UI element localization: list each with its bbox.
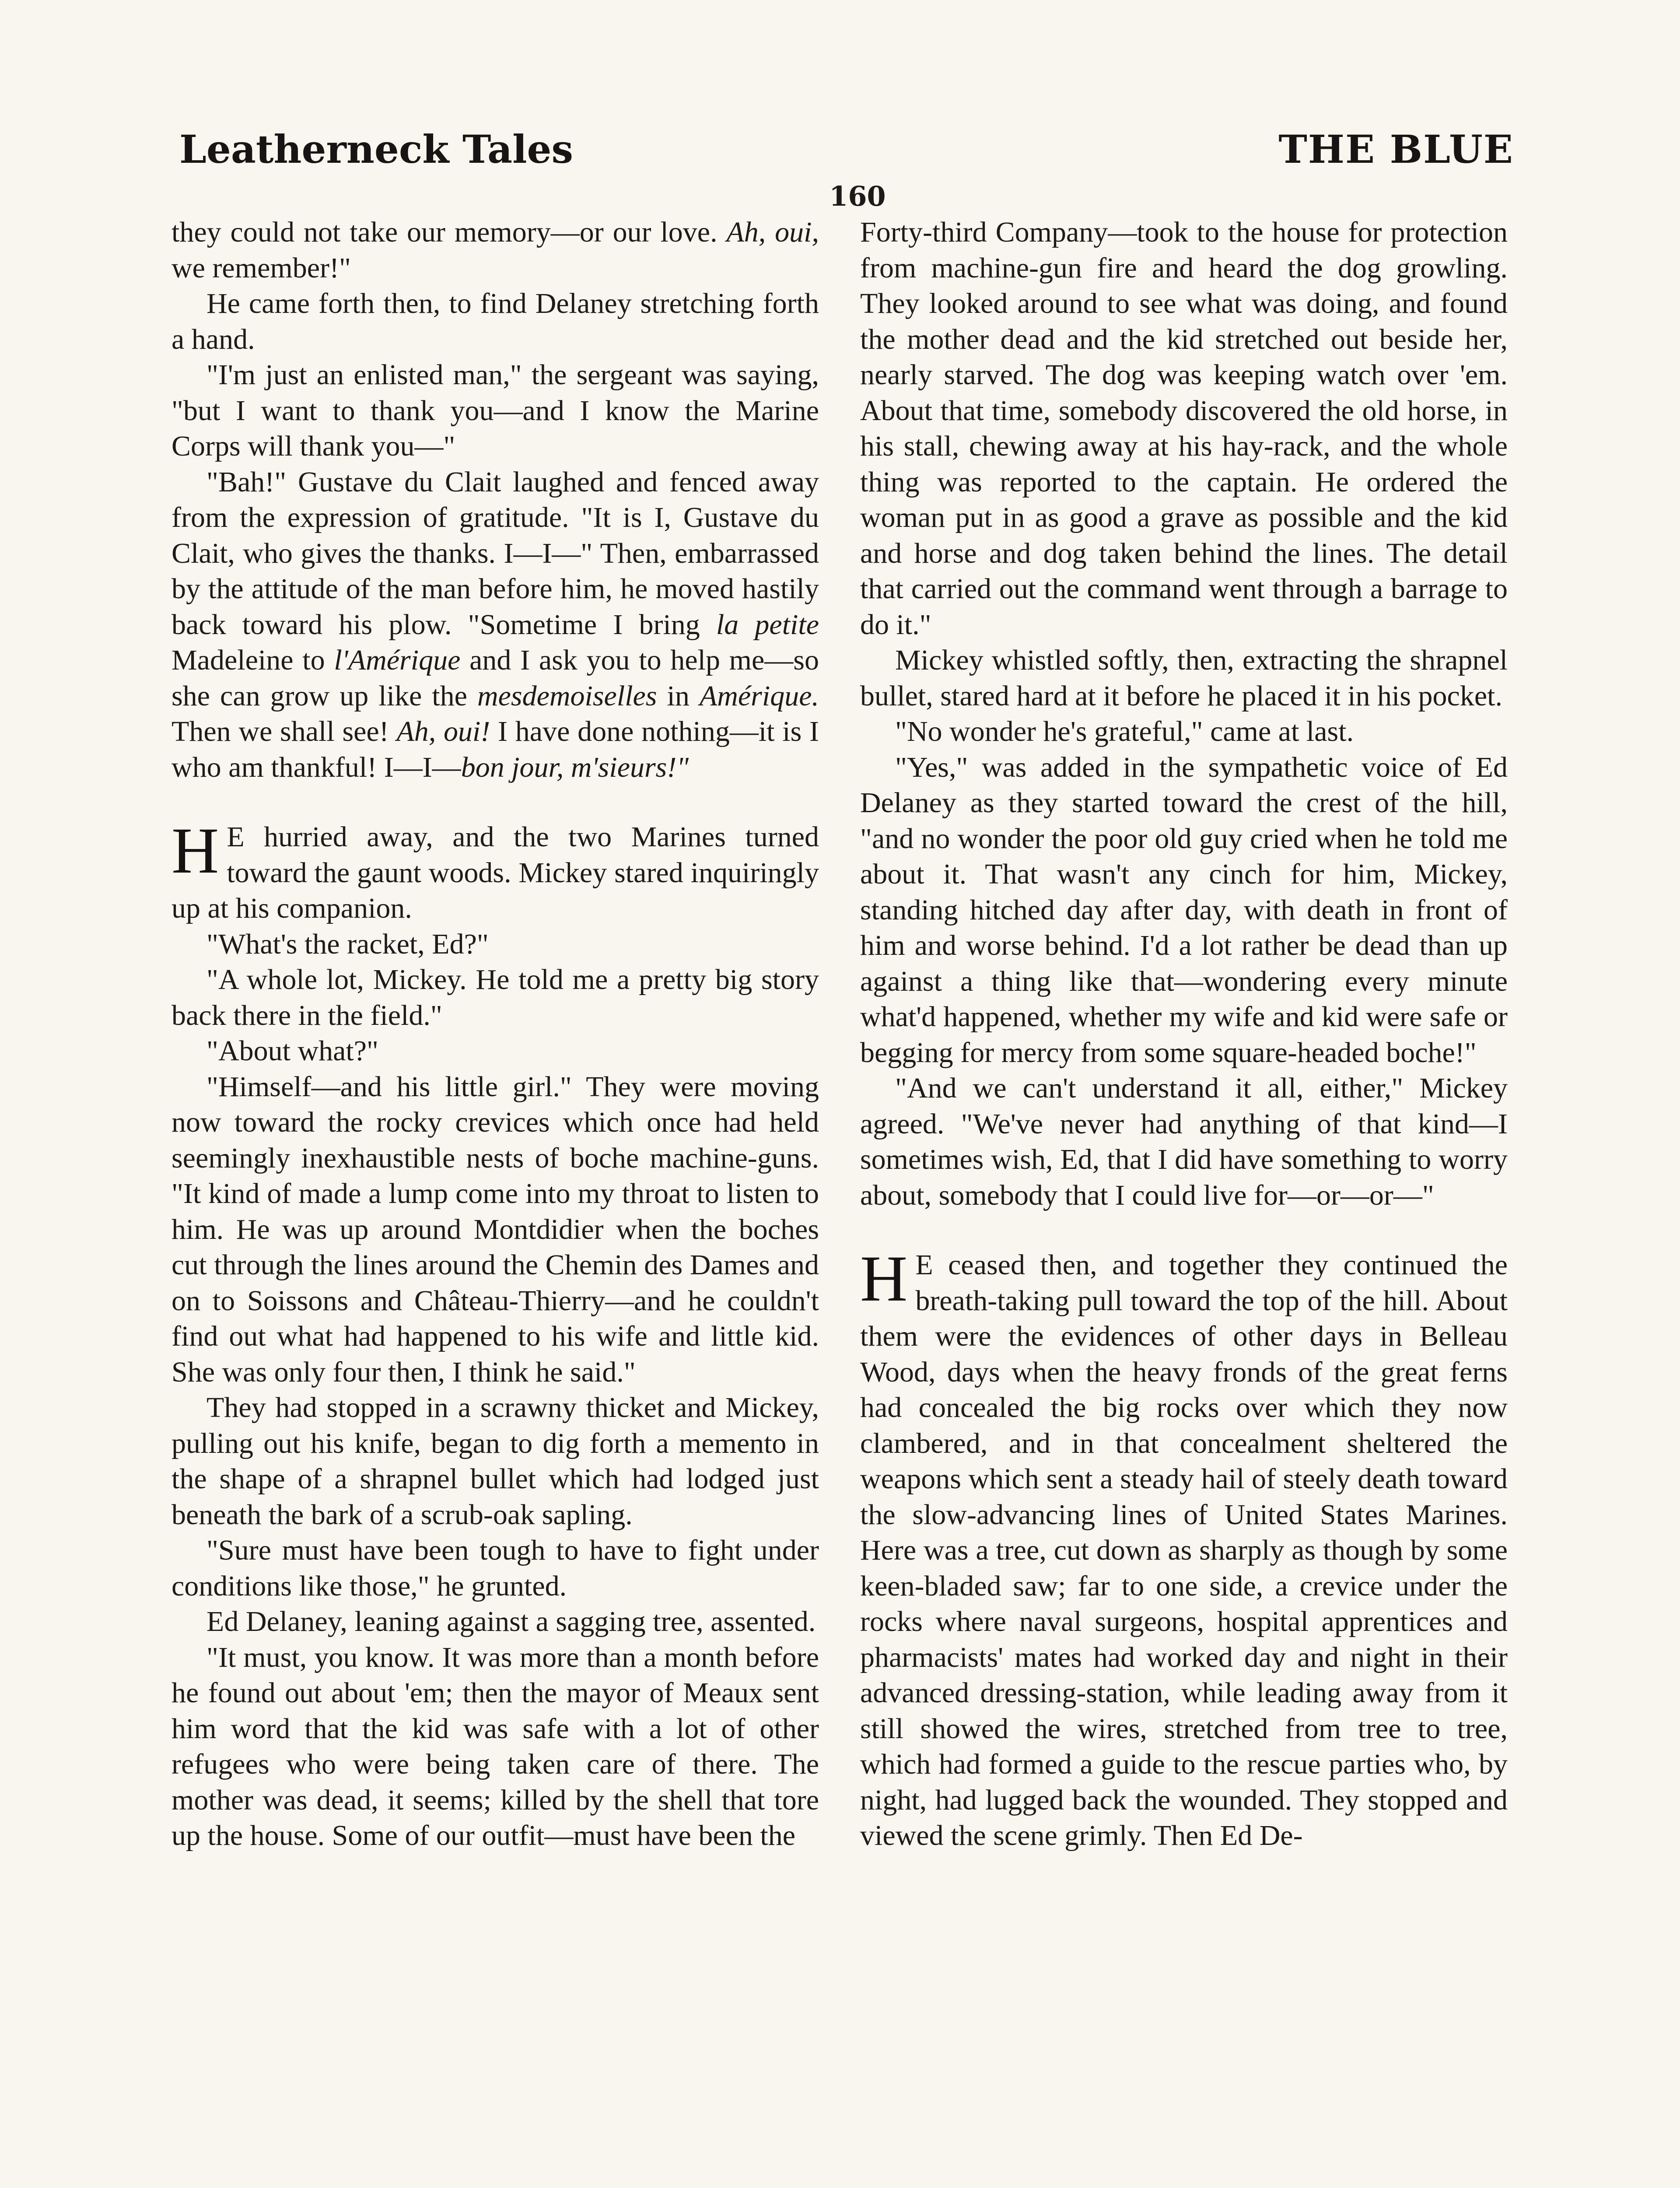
paragraph-text: E hurried away, and the two Marines turned toward the gaunt woods. Mickey stared inquiringly up at his companion. [172,821,819,924]
italic-text: mesdemoiselles [477,680,657,712]
paragraph-text: He came forth then, to find Delaney stretching forth a hand. [172,288,819,355]
running-header [179,125,1514,173]
paragraph-text: and I ask you to help me—so she can grow up like the [172,644,819,712]
story-title: Leatherneck Tales [179,126,574,172]
paragraph [860,642,1508,714]
paragraph [172,286,819,357]
paragraph-text: Then we shall see! [172,715,397,747]
italic-text: l'Amérique [334,644,461,676]
paragraph [172,1069,819,1390]
paragraph [172,1033,819,1069]
paragraph [172,962,819,1033]
paragraph-text: "And we can't understand it all, either," Mickey agreed. "We've never had anything of that kind—I sometimes wish, Ed, that I did have something to worry about, somebody that I could live for—or—or—" [860,1072,1508,1211]
italic-text: Amérique. [699,680,819,712]
paragraph-text: They had stopped in a scrawny thicket and Mickey, pulling out his knife, began to dig forth a memento in the shape of a shrapnel bullet which had lodged just beneath the bark of a scrub-oak sapling. [172,1392,819,1531]
paragraph-text: I have done nothing—it is I who am thankful! I—I— [172,715,819,783]
page-number: 160 [829,180,886,212]
paragraph-text: "No wonder he's grateful," came at last. [895,715,1354,747]
paragraph [860,714,1508,750]
paragraph [172,1390,819,1532]
paragraph-text: "Bah!" Gustave du Clait laughed and fenced away from the expression of gratitude. "It is I, Gustave du Clait, who gives the thanks. I—I—" Then, embarrassed by the attitude of the man before him, he moved hastily back toward his plow. "Sometime I bring [172,466,819,641]
paragraph-text: "About what?" [206,1035,378,1067]
paragraph [172,214,819,286]
italic-text: bon jour, m'sieurs!" [461,751,689,783]
paragraph-text: "Sure must have been tough to have to fight under conditions like those," he grunted. [172,1534,819,1602]
paragraph [860,214,1508,642]
italic-text: Ah, oui! [396,715,490,747]
paragraph-text: Madeleine to [172,644,334,676]
paragraph-text: we remember!" [172,252,351,284]
paragraph [860,750,1508,1071]
paragraph [172,926,819,962]
paragraph-text: E ceased then, and together they continued the breath-taking pull toward the top of the hill. About them were the evidences of other days in Belleau Wood, days when the heavy fronds of the great ferns had concealed the big rocks over which they now clambered, and in that concealment sheltered the weapons which sent a steady hail of steely death toward the slow-advancing lines of United States Marines. Here was a tree, cut down as sharply as though by some keen-bladed saw; far to one side, a crevice under the rocks where naval surgeons, hospital apprentices and pharmacists' mates had worked day and night in their advanced dressing-station, while leading away from it still showed the wires, stretched from tree to tree, which had formed a guide to the rescue parties who, by night, had lugged back the wounded. They stopped and viewed the scene grimly. Then Ed De- [860,1249,1508,1851]
paragraph [860,1070,1508,1213]
paragraph-text: "I'm just an enlisted man," the sergeant was saying, "but I want to thank you—and I know the Marine Corps will thank you—" [172,359,819,462]
paragraph-text: "It must, you know. It was more than a month before he found out about 'em; then the mayor of Meaux sent him word that the kid was safe with a lot of other refugees who were being taken care of there. The mother was dead, it seems; killed by the shell that tore up the house. Some of our outfit—must have been the [172,1641,819,1851]
italic-text: la petite [716,608,819,641]
paragraph-text: Ed Delaney, leaning against a sagging tree, assented. [206,1606,816,1637]
paragraph [172,1604,819,1640]
paragraph-text: "Himself—and his little girl." They were moving now toward the rocky crevices which once had held seemingly inexhaustible nests of boche machine-guns. "It kind of made a lump come into my throat to listen to him. He was up around Montdidier when the boches cut through the lines around the Chemin des Dames and on to Soissons and Château-Thierry—and he couldn't find out what had happened to his wife and little kid. She was only four then, I think he said." [172,1070,819,1388]
paragraph [172,1532,819,1604]
text-column-right [860,214,1508,1854]
paragraph [172,1640,819,1854]
paragraph-text: in [657,680,700,712]
paragraph [172,357,819,464]
italic-text: Ah, oui, [726,216,819,248]
section-paragraph [860,1242,1508,1854]
paragraph-text: they could not take our memory—or our love. [172,216,727,248]
paragraph [172,464,819,785]
text-column-left [172,214,819,1854]
magazine-title: THE BLUE [1278,126,1514,172]
paragraph-text: Forty-third Company—took to the house for protection from machine-gun fire and heard the dog growling. They looked around to see what was doing, and found the mother dead and the kid stretched out beside her, nearly starved. The dog was keeping watch over 'em. About that time, somebody discovered the old horse, in his stall, chewing away at his hay-rack, and the whole thing was reported to the captain. He ordered the woman put in as good a grave as possible and the kid and horse and dog taken behind the lines. The detail that carried out the command went through a barrage to do it." [860,216,1508,641]
drop-cap: H [860,1242,908,1315]
paragraph-text: Mickey whistled softly, then, extracting the shrapnel bullet, stared hard at it before he placed it in his pocket. [860,644,1508,712]
paragraph-text: "What's the racket, Ed?" [206,928,489,960]
drop-cap: H [172,814,219,887]
section-paragraph [172,814,819,926]
paragraph-text: "A whole lot, Mickey. He told me a pretty big story back there in the field." [172,964,819,1031]
paragraph-text: "Yes," was added in the sympathetic voice of Ed Delaney as they started toward the crest of the hill, "and no wonder the poor old guy cried when he told me about it. That wasn't any cinch for him, Mickey, standing hitched day after day, with death in front of him and worse behind. I'd a lot rather be dead than up against a thing like that—wondering every minute what'd happened, whether my wife and kid were safe or begging for mercy from some square-headed boche!" [860,751,1508,1069]
